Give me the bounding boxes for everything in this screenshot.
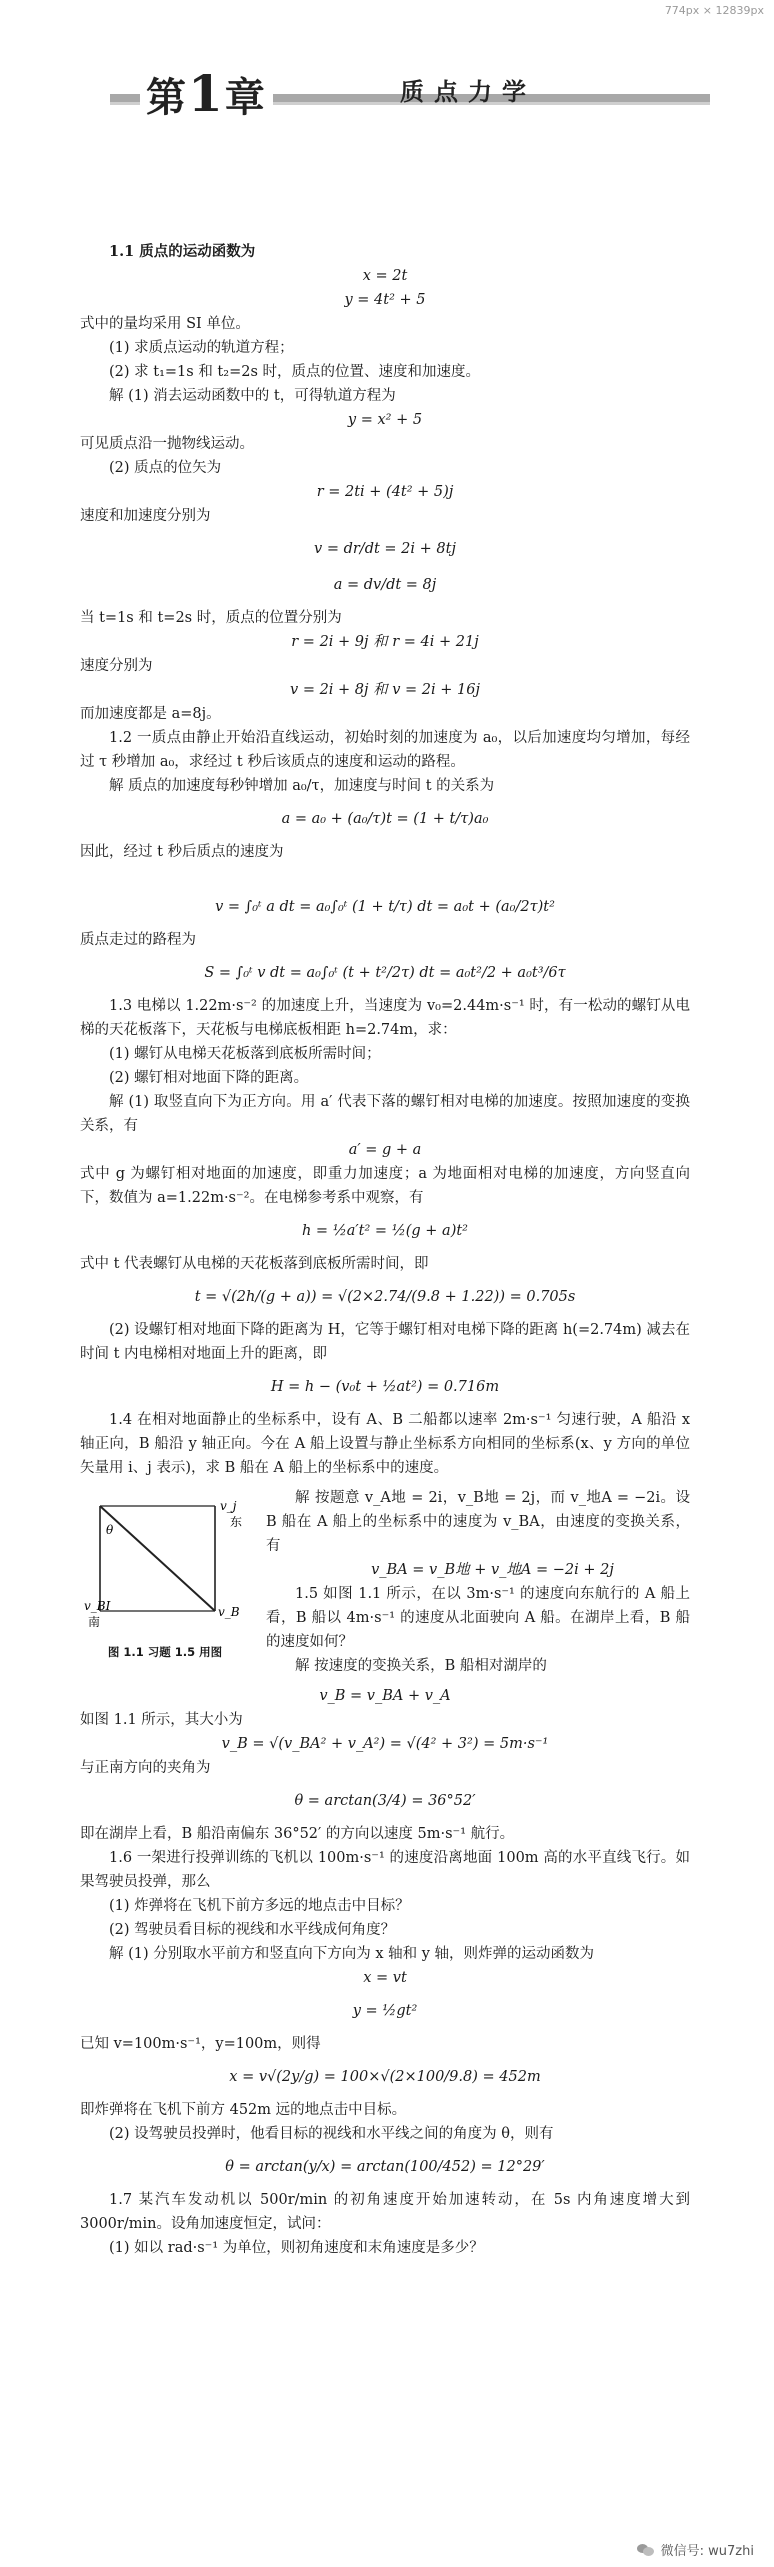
equation: v = 2i + 8j 和 v = 2i + 16j xyxy=(290,682,480,698)
figure-block xyxy=(80,1486,690,1678)
equation: h = ½a′t² = ½(g + a)t² xyxy=(301,1223,468,1239)
document-body xyxy=(80,240,690,2260)
paragraph: (1) 求质点运动的轨道方程； xyxy=(109,340,294,356)
paragraph: 式中 t 代表螺钉从电梯的天花板落到底板所需时间，即 xyxy=(80,1256,429,1272)
paragraph: 1.2 一质点由静止开始沿直线运动，初始时刻的加速度为 a₀，以后加速度均匀增加，每经过 τ 秒增加 a₀，求经过 t 秒后该质点的速度和运动的路程。 xyxy=(80,730,690,770)
paragraph: 即炸弹将在飞机下前方 452m 远的地点击中目标。 xyxy=(80,2102,407,2118)
paragraph: (2) 设驾驶员投弹时，他看目标的视线和水平线之间的角度为 θ，则有 xyxy=(109,2126,554,2142)
equation: v_B = √(v_BA² + v_A²) = √(4² + 3²) = 5m·s⁻¹ xyxy=(221,1736,549,1752)
spacer xyxy=(80,864,690,886)
side-paragraph: 解 按速度的变换关系，B 船相对湖岸的 xyxy=(295,1658,547,1674)
equation: S = ∫₀ᵗ v dt = a₀∫₀ᵗ (t + t²/2τ) dt = a₀t²/2 + a₀t³/6τ xyxy=(204,965,566,981)
v-b-diagonal xyxy=(100,1506,215,1611)
paragraph: (2) 螺钉相对地面下降的距离。 xyxy=(109,1070,309,1086)
chapter-prefix: 第 xyxy=(146,74,188,121)
paragraph: 1.3 电梯以 1.22m·s⁻² 的加速度上升，当速度为 v₀=2.44m·s⁻¹ 时，有一松动的螺钉从电梯的天花板落下，天花板与电梯底板相距 h=2.74m，求： xyxy=(80,998,690,1038)
paragraph: 1.7 某汽车发动机以 500r/min 的初角速度开始加速转动，在 5s 内角速度增大到 3000r/min。设角加速度恒定，试问： xyxy=(80,2192,690,2232)
label-vj: v_j xyxy=(220,1499,237,1513)
paragraph: (2) 求 t₁=1s 和 t₂=2s 时，质点的位置、速度和加速度。 xyxy=(109,364,480,380)
chapter-digit: 1 xyxy=(188,64,225,123)
chapter-number xyxy=(140,64,273,123)
side-paragraph: 1.5 如图 1.1 所示，在以 3m·s⁻¹ 的速度向东航行的 A 船上看，B 船以 4m·s⁻¹ 的速度从北面驶向 A 船。在湖岸上看，B 船的速度如何？ xyxy=(266,1586,690,1650)
paragraph: 速度分别为 xyxy=(80,658,153,674)
watermark-text: 微信号: wu7zhi xyxy=(660,2544,754,2559)
wechat-icon xyxy=(637,2543,655,2557)
paragraph: 式中的量均采用 SI 单位。 xyxy=(80,316,250,332)
equation: v = ∫₀ᵗ a dt = a₀∫₀ᵗ (1 + t/τ) dt = a₀t + (a₀/2τ)t² xyxy=(215,899,555,915)
label-vb: v_B xyxy=(218,1605,240,1619)
paragraph: 解 (1) 取竖直向下为正方向。用 a′ 代表下落的螺钉相对电梯的加速度。按照加速度的变换关系，有 xyxy=(80,1094,690,1134)
paragraph: 已知 v=100m·s⁻¹，y=100m，则得 xyxy=(80,2036,321,2052)
paragraph: (2) 驾驶员看目标的视线和水平线成何角度？ xyxy=(109,1922,396,1938)
equation: x = vt xyxy=(363,1970,407,1986)
paragraph: 式中 g 为螺钉相对地面的加速度，即重力加速度；a 为地面相对电梯的加速度，方向竖直向下，数值为 a=1.22m·s⁻²。在电梯参考系中观察，有 xyxy=(80,1166,690,1206)
equation: y = x² + 5 xyxy=(347,412,423,428)
chapter-header xyxy=(110,64,710,123)
equation: y = 4t² + 5 xyxy=(344,292,426,308)
paragraph: (1) 炸弹将在飞机下前方多远的地点击中目标？ xyxy=(109,1898,410,1914)
equation: a′ = g + a xyxy=(348,1142,422,1158)
equation: H = h − (v₀t + ½at²) = 0.716m xyxy=(270,1379,500,1395)
paragraph: (1) 如以 rad·s⁻¹ 为单位，则初角速度和末角速度是多少？ xyxy=(109,2240,484,2256)
velocity-diagram xyxy=(80,1486,250,1636)
label-vbi: v_BI xyxy=(84,1599,111,1613)
paragraph: 因此，经过 t 秒后质点的速度为 xyxy=(80,844,284,860)
paragraph: 与正南方向的夹角为 xyxy=(80,1760,211,1776)
paragraph: 1.1 质点的运动函数为 xyxy=(109,243,256,260)
side-paragraph: 解 按题意 v_A地 = 2i，v_B地 = 2j，而 v_地A = −2i。设 B 船在 A 船上的坐标系中的速度为 v_BA，由速度的变换关系，有 xyxy=(266,1490,690,1554)
label-east: 东 xyxy=(230,1515,243,1529)
paragraph: 如图 1.1 所示，其大小为 xyxy=(80,1712,243,1728)
chapter-suffix: 章 xyxy=(224,74,267,121)
paragraph: (2) 设螺钉相对地面下降的距离为 H，它等于螺钉相对电梯下降的距离 h(=2.74m) 减去在时间 t 内电梯相对地面上升的距离，即 xyxy=(80,1322,690,1362)
paragraph: 1.6 一架进行投弹训练的飞机以 100m·s⁻¹ 的速度沿离地面 100m 高的水平直线飞行。如果驾驶员投弹，那么 xyxy=(80,1850,690,1890)
equation: x = v√(2y/g) = 100×√(2×100/9.8) = 452m xyxy=(229,2069,541,2085)
paragraph: 解 (1) 消去运动函数中的 t，可得轨道方程为 xyxy=(109,388,396,404)
equation: x = 2t xyxy=(362,268,408,284)
paragraph: 解 质点的加速度每秒钟增加 a₀/τ，加速度与时间 t 的关系为 xyxy=(109,778,495,794)
equation: θ = arctan(3/4) = 36°52′ xyxy=(294,1793,476,1809)
equation: v_B = v_BA + v_A xyxy=(319,1688,451,1704)
equation: t = √(2h/(g + a)) = √(2×2.74/(9.8 + 1.22)) = 0.705s xyxy=(194,1289,576,1305)
equation: r = 2i + 9j 和 r = 4i + 21j xyxy=(291,634,479,650)
image-size-label: 774px × 12839px xyxy=(664,4,764,17)
paragraph: (2) 质点的位矢为 xyxy=(109,460,222,476)
paragraph: (1) 螺钉从电梯天花板落到底板所需时间； xyxy=(109,1046,381,1062)
figure-1-1 xyxy=(80,1486,250,1678)
label-theta: θ xyxy=(106,1523,114,1537)
paragraph: 当 t=1s 和 t=2s 时，质点的位置分别为 xyxy=(80,610,342,626)
side-paragraph: v_BA = v_B地 + v_地A = −2i + 2j xyxy=(371,1562,614,1578)
paragraph: 即在湖岸上看，B 船沿南偏东 36°52′ 的方向以速度 5m·s⁻¹ 航行。 xyxy=(80,1826,515,1842)
figure-side-text xyxy=(250,1486,690,1678)
equation: a = dv/dt = 8j xyxy=(333,577,437,593)
equation: r = 2ti + (4t² + 5)j xyxy=(316,484,454,500)
image-viewer-bar xyxy=(0,0,774,22)
chapter-title: 质点力学 xyxy=(400,78,536,106)
paragraph: 可见质点沿一抛物线运动。 xyxy=(80,436,254,452)
paragraph: 1.4 在相对地面静止的坐标系中，设有 A、B 二船都以速率 2m·s⁻¹ 匀速行驶，A 船沿 x 轴正向，B 船沿 y 轴正向。今在 A 船上设置与静止坐标系方向相同的坐标系(x、y 方向的单位矢量用 i、j 表示)，求 B 船在 A 船上的坐标系中的速度。 xyxy=(80,1412,690,1476)
paragraph: 解 (1) 分别取水平前方和竖直向下方向为 x 轴和 y 轴，则炸弹的运动函数为 xyxy=(109,1946,595,1962)
paragraph: 速度和加速度分别为 xyxy=(80,508,211,524)
label-south: 南 xyxy=(88,1615,101,1629)
equation: y = ½gt² xyxy=(352,2003,418,2019)
paragraph: 而加速度都是 a=8j。 xyxy=(80,706,221,722)
equation: v = dr/dt = 2i + 8tj xyxy=(314,541,456,557)
equation: a = a₀ + (a₀/τ)t = (1 + t/τ)a₀ xyxy=(281,811,489,827)
paragraph: 质点走过的路程为 xyxy=(80,932,196,948)
equation: θ = arctan(y/x) = arctan(100/452) = 12°29′ xyxy=(225,2159,545,2175)
watermark xyxy=(637,2540,754,2559)
figure-caption: 图 1.1 习题 1.5 用图 xyxy=(107,1645,223,1659)
